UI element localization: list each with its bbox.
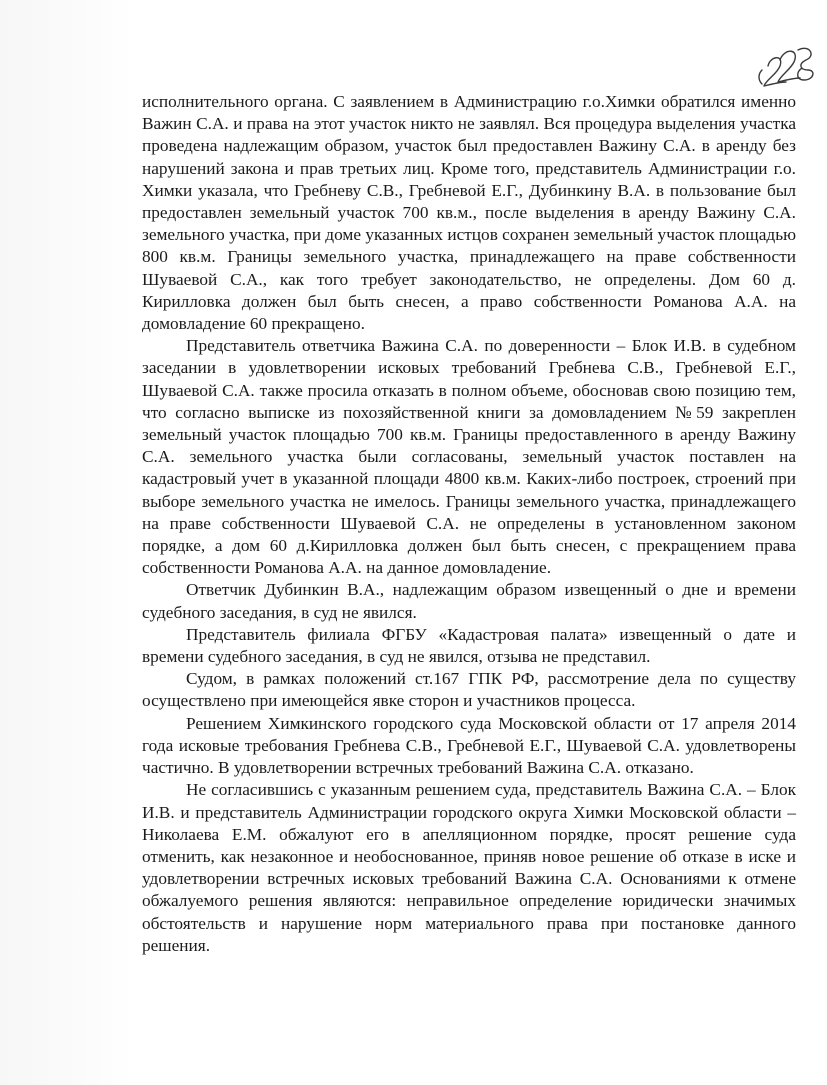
scan-margin-shadow xyxy=(0,0,134,1085)
paragraph-3: Ответчик Дубинкин В.А., надлежащим образом извещенный о дне и времени судебного заседания, в суд не явился. xyxy=(142,580,796,622)
paragraph-5: Судом, в рамках положений ст.167 ГПК РФ, рассмотрение дела по существу осуществлено при имеющейся явке сторон и участников процесса. xyxy=(142,669,796,711)
paragraph-7: Не согласившись с указанным решением суда, представитель Важина С.А. – Блок И.В. и представитель Администрации городского округа Химки Московской области – Николаева Е.М. обжалуют его в апелляционном порядке, просят решение суда отменить, как незаконное и необоснованное, приняв новое решение об отказе в иске и удовлетворении встречных исковых требований Важина С.А. Основаниями к отмене обжалуемого решения являются: неправильное определение юридически значимых обстоятельств и нарушение норм материального права при постановке данного решения. xyxy=(142,780,796,955)
paragraph-1: исполнительного органа. С заявлением в Администрацию г.о.Химки обратился именно Важин С.А. и права на этот участок никто не заявлял. Вся процедура выделения участка проведена надлежащим образом, участок был предоставлен Важину С.А. в аренду без нарушений закона и прав третьих лиц. Кроме того, представитель Администрации г.о. Химки указала, что Гребневу С.В., Гребневой Е.Г., Дубинкину В.А. в пользование был предоставлен земельный участок 700 кв.м., после выделения в аренду Важину С.А. земельного участка, при доме указанных истцов сохранен земельный участок площадью 800 кв.м. Границы земельного участка, принадлежащего на праве собственности Шуваевой С.А., как того требует законодательство, не определены. Дом 60 д. Кирилловка должен был быть снесен, а право собственности Романова А.А. на домовладение 60 прекращено. xyxy=(142,92,796,334)
paragraph-6: Решением Химкинского городского суда Московской области от 17 апреля 2014 года исковые требования Гребнева С.В., Гребневой Е.Г., Шуваевой С.А. удовлетворены частично. В удовлетворении встречных требований Важина С.А. отказано. xyxy=(142,713,796,778)
paragraph-2: Представитель ответчика Важина С.А. по доверенности – Блок И.В. в судебном заседании в удовлетворении исковых требований Гребнева С.В., Гребневой Е.Г., Шуваевой С.А. также просила отказать в полном объеме, обосновав свою позицию тем, что согласно выписке из похозяйственной книги за домовладением №59 закреплен земельный участок площадью 700 кв.м. Границы предоставленного в аренду Важину С.А. земельного участка были согласованы, земельный участок поставлен на кадастровый учет в указанной площади 4800 кв.м. Каких-либо построек, строений при выборе земельного участка не имелось. Границы земельного участка, принадлежащего на праве собственности Шуваевой С.А. не определены в установленном законом порядке, а дом 60 д.Кирилловка должен был быть снесен, с прекращением права собственности Романова А.А. на данное домовладение. xyxy=(142,336,796,578)
paragraph-4: Представитель филиала ФГБУ «Кадастровая палата» извещенный о дате и времени судебного заседания, в суд не явился, отзыва не представил. xyxy=(142,624,796,667)
document-body xyxy=(142,91,796,957)
